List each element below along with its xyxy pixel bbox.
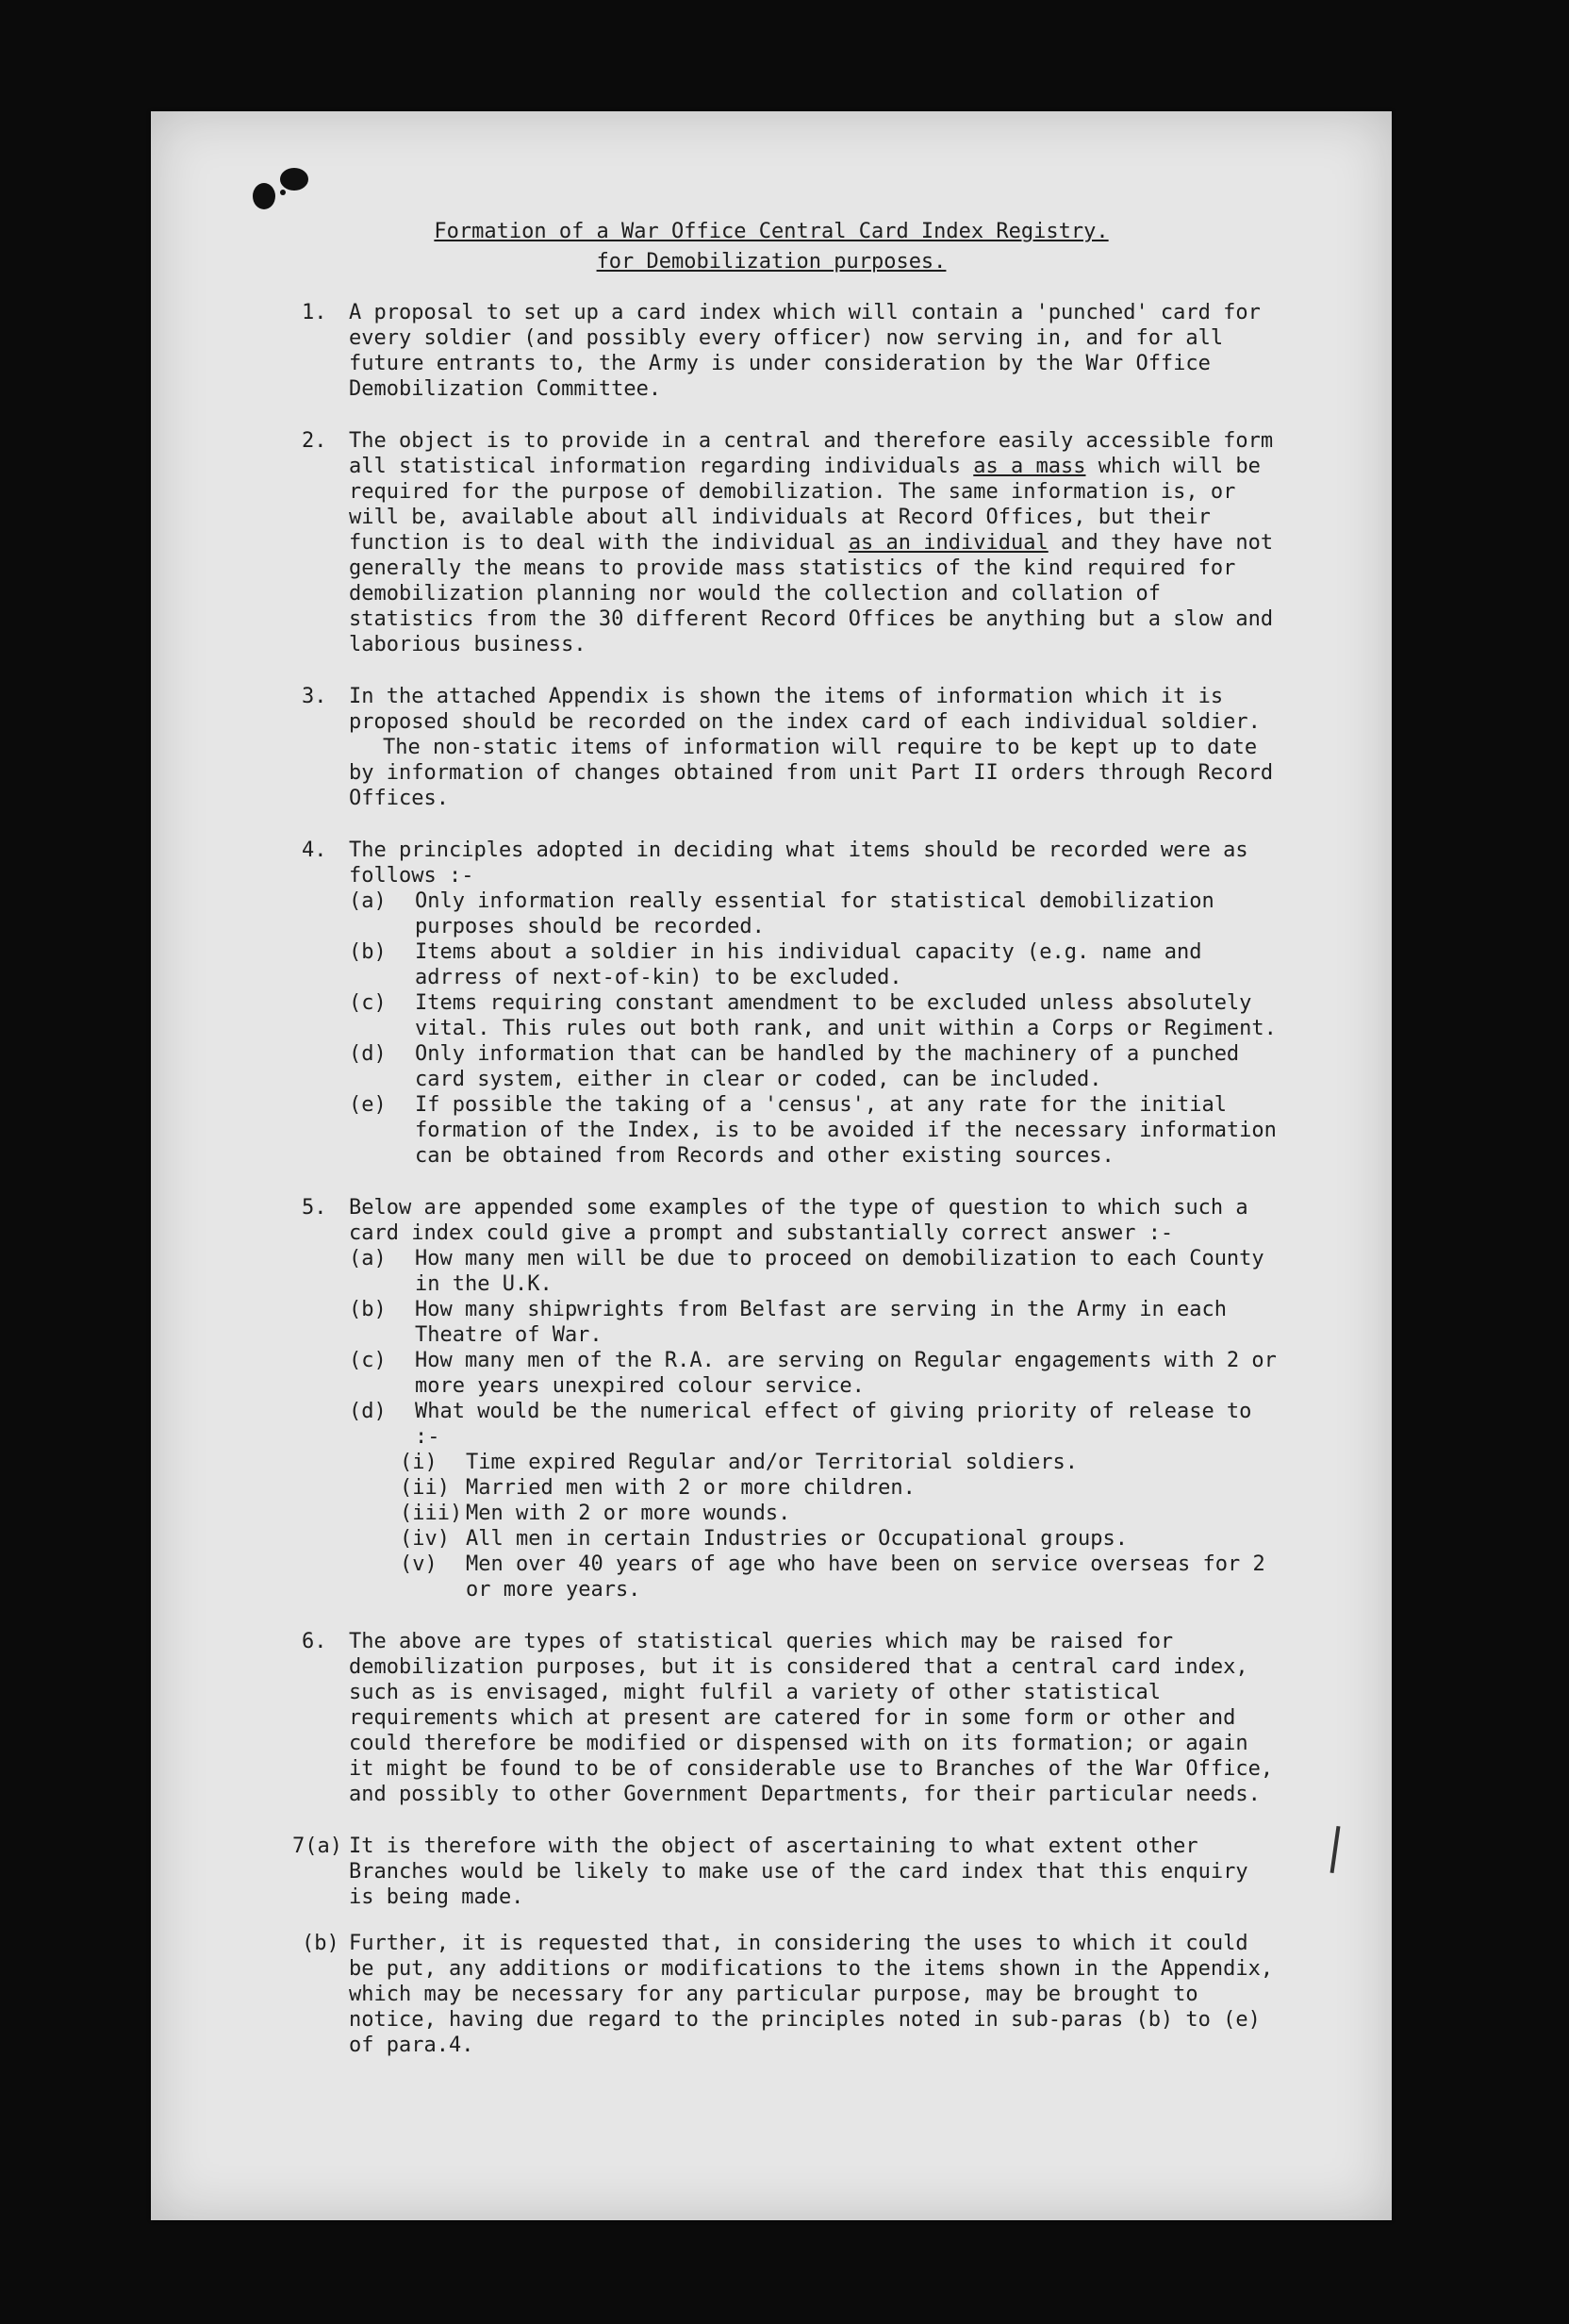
item-label: (d) [349, 1042, 387, 1066]
text-run: which will be required for the purpose of demobilization. The same information is, or will be, available about all individuals at Record Offices, but their function is to deal with the individual [349, 455, 1261, 555]
item-text: Further, it is requested that, in considering the uses to which it could be put, any additions or modifications to the items shown in the Appendix, which may be necessary for any particular purpose, may be brought to notice, having due regard to the principles noted in sub-paras (b) to (e) of para.4. [349, 1932, 1274, 2057]
item-text: Married men with 2 or more children. [466, 1476, 916, 1500]
list-item [349, 1092, 1282, 1169]
paragraph-number: 6. [302, 1630, 327, 1653]
item-text: How many men will be due to proceed on demobilization to each County in the U.K. [415, 1247, 1264, 1296]
paragraph-text [349, 428, 1282, 657]
sub-list-item [349, 1501, 1282, 1526]
text-run: and they have not generally the means to provide mass statistics of the kind required for demobilization planning nor would the collection and collation of statistics from the 30 different Record Offices be anything but a slow and laborious business. [349, 531, 1274, 656]
list-item [349, 1348, 1282, 1399]
paragraph-text: It is therefore with the object of ascertaining to what extent other Branches would be likely to make use of the card index that this enquiry is being made. [349, 1834, 1248, 1909]
paragraph-intro: Below are appended some examples of the type of question to which such a card index could give a prompt and substantially correct answer :- [349, 1196, 1248, 1245]
item-label: (c) [349, 991, 387, 1015]
item-label: (v) [400, 1552, 438, 1576]
item-label: (a) [349, 1247, 387, 1270]
list-item [349, 1297, 1282, 1348]
item-text: Men with 2 or more wounds. [466, 1502, 791, 1525]
item-text: Items requiring constant amendment to be excluded unless absolutely vital. This rules out both rank, and unit within a Corps or Regiment. [415, 991, 1277, 1040]
item-text: Men over 40 years of age who have been on service overseas for 2 or more years. [466, 1552, 1265, 1602]
paragraph-number: 7(a) [292, 1834, 342, 1858]
document-title [151, 217, 1392, 277]
item-text: What would be the numerical effect of giving priority of release to :- [415, 1400, 1252, 1449]
item-label: (b) [302, 1932, 339, 1955]
paragraph-6 [302, 1629, 1282, 1807]
item-text: How many men of the R.A. are serving on Regular engagements with 2 or more years unexpired colour service. [415, 1349, 1277, 1398]
list-item [349, 1399, 1282, 1450]
sub-list-item [349, 1552, 1282, 1602]
paragraph-2 [302, 428, 1282, 657]
title-line-2: for Demobilization purposes. [596, 250, 947, 274]
sub-list-item [349, 1475, 1282, 1501]
sub-list-item [349, 1526, 1282, 1552]
paragraph-number: 3. [302, 685, 327, 708]
list-item [302, 1931, 1282, 2058]
list-item [349, 990, 1282, 1041]
paragraph-intro: The principles adopted in deciding what items should be recorded were as follows :- [349, 838, 1248, 888]
paragraph-number: 4. [302, 838, 327, 862]
paragraph-number: 2. [302, 429, 327, 453]
list-item [349, 1041, 1282, 1092]
list-item [349, 888, 1282, 939]
paragraph-1 [302, 300, 1282, 402]
sub-list-item [349, 1450, 1282, 1475]
item-label: (iii) [400, 1502, 463, 1525]
ink-blot-mark [245, 164, 377, 221]
item-label: (ii) [400, 1476, 450, 1500]
item-label: (b) [349, 1298, 387, 1321]
underlined-phrase: as an individual [848, 531, 1049, 555]
item-label: (iv) [400, 1527, 450, 1551]
paragraph-number: 5. [302, 1196, 327, 1220]
paragraph-5 [302, 1195, 1282, 1602]
paragraph-text: A proposal to set up a card index which will contain a 'punched' card for every soldier (and possibly every officer) now serving in, and for all future entrants to, the Army is under consideration by the War Office Demobilization Committee. [349, 301, 1261, 401]
document-page [151, 111, 1392, 2220]
item-text: Time expired Regular and/or Territorial soldiers. [466, 1451, 1079, 1474]
item-label: (b) [349, 940, 387, 964]
paragraph-4 [302, 838, 1282, 1169]
paragraph-text: The above are types of statistical queries which may be raised for demobilization purposes, but it is considered that a central card index, such as is envisaged, might fulfil a variety of other statistical requirements which at present are catered for in some form or other and could therefore be modified or dispensed with on its formation; or again it might be found to be of considerable use to Branches of the War Office, and possibly to other Government Departments, for their particular needs. [349, 1630, 1274, 1806]
underlined-phrase: as a mass [973, 455, 1086, 478]
list-item [349, 1246, 1282, 1297]
item-text: All men in certain Industries or Occupational groups. [466, 1527, 1128, 1551]
paragraph-text: The non-static items of information will require to be kept up to date by information of changes obtained from unit Part II orders through Record Offices. [349, 736, 1274, 810]
item-label: (i) [400, 1451, 438, 1474]
document-body [292, 300, 1282, 2058]
margin-pen-mark [1330, 1826, 1341, 1873]
item-label: (c) [349, 1349, 387, 1372]
item-text: Items about a soldier in his individual capacity (e.g. name and adrress of next-of-kin) to be excluded. [415, 940, 1202, 989]
title-line-1: Formation of a War Office Central Card Index Registry. [434, 220, 1109, 243]
item-text: Only information that can be handled by the machinery of a punched card system, either in clear or coded, can be included. [415, 1042, 1240, 1091]
item-text: If possible the taking of a 'census', at any rate for the initial formation of the Index, is to be avoided if the necessary information can be obtained from Records and other existing sources. [415, 1093, 1277, 1168]
list-item [349, 939, 1282, 990]
item-label: (d) [349, 1400, 387, 1423]
item-label: (a) [349, 889, 387, 913]
paragraph-text: In the attached Appendix is shown the items of information which it is proposed should be recorded on the index card of each individual soldier. [349, 685, 1261, 734]
paragraph-3 [302, 684, 1282, 811]
item-text: How many shipwrights from Belfast are serving in the Army in each Theatre of War. [415, 1298, 1227, 1347]
paragraph-number: 1. [302, 301, 327, 324]
paragraph-7 [292, 1834, 1282, 2058]
item-text: Only information really essential for statistical demobilization purposes should be recorded. [415, 889, 1214, 938]
item-label: (e) [349, 1093, 387, 1117]
text-run: The object is to provide in a central and therefore easily accessible form all statistical information regarding individuals [349, 429, 1274, 478]
